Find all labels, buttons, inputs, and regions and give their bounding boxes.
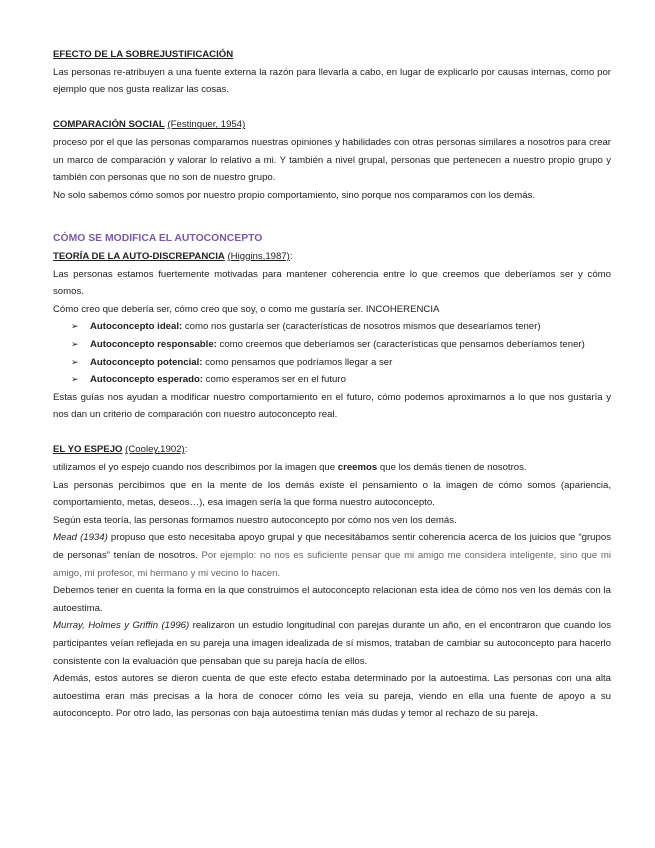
paragraph: proceso por el que las personas comparamos nuestras opiniones y habilidades con otras personas similares a nosotros para crear un marco de comparación y valorar lo relativo a mi. Y también a nivel grupal, personas que pertenecen a nuestro propio grupo y también con personas que no son de nuestro grupo. [53,136,611,184]
section-heading-sobrejustificacion: EFECTO DE LA SOBREJUSTIFICACIÓN [53,49,234,60]
paragraph: Murray, Holmes y Griffin (1996) realizaron un estudio longitudinal con parejas durante un año, en el encontraron que cuando los participantes veían reflejada en su pareja una imagen idealizada de sí mismos, trataban de cambiar su autoconcepto para hacerlo consistente con la evaluación que pensaban que su pareja hacía de ellos. [53,620,611,667]
list-item: ➢ Autoconcepto esperado: como esperamos ser en el futuro [90,371,611,389]
section-heading-comparacion-social: COMPARACIÓN SOCIAL (Festinguer, 1954) [53,119,246,131]
paragraph: Según esta teoría, las personas formamos nuestro autoconcepto por cómo nos ven los demás. [53,514,457,526]
arrow-bullet-icon: ➢ [71,321,79,332]
section-title-autoconcepto: CÓMO SE MODIFICA EL AUTOCONCEPTO [53,233,263,245]
paragraph: Además, estos autores se dieron cuenta de que este efecto estaba determinado por la autoestima. Las personas con una alta autoestima eran más precisas a la hora de conocer cómo les veía su pareja, viendo en ella una fuente de apoyo a su autoconcepto. Por otro lado, las personas con baja autoestima tenían más dudas y temor al rechazo de su pareja. [53,673,611,720]
paragraph: Debemos tener en cuenta la forma en la que construimos el autoconcepto relacionan esta idea de cómo nos ven los demás con la autoestima. [53,585,611,614]
list-item: ➢ Autoconcepto responsable: como creemos que deberíamos ser (características que pensamos deberíamos tener) [90,336,611,354]
section-heading-yo-espejo: EL YO ESPEJO (Cooley,1902): [53,444,188,456]
paragraph: Estas guías nos ayudan a modificar nuestro comportamiento en el futuro, cómo podemos aproximarnos a lo que nos gustaría y nos dan un criterio de comparación con nuestro autoconcepto real. [53,391,611,421]
section-heading-auto-discrepancia: TEORÍA DE LA AUTO-DISCREPANCIA (Higgins,1987): [53,250,293,262]
example-text: Por ejemplo: no nos es suficiente pensar que mi amigo me considera inteligente, sino que mi amigo, mi profesor, mi hermano y mi vecino lo hacen. [53,550,611,579]
paragraph: Las personas percibimos que en la mente de los demás existe el pensamiento o la imagen de cómo somos (apariencia, comportamiento, metas, deseos…), esa imagen sería la que forma nuestro autoconcepto. [53,479,611,509]
paragraph: No solo sabemos cómo somos por nuestro propio comportamiento, sino porque nos comparamos con los demás. [53,189,536,201]
list-item: ➢ Autoconcepto potencial: como pensamos que podríamos llegar a ser [90,354,611,372]
citation: (Cooley,1902) [125,444,185,456]
paragraph: Cómo creo que debería ser, cómo creo que soy, o como me gustaría ser. INCOHERENCIA [53,303,440,315]
autoconcepto-list [53,318,611,388]
arrow-bullet-icon: ➢ [71,356,79,367]
list-item: ➢ Autoconcepto ideal: como nos gustaría ser (características de nosotros mismos que desearíamos tener) [90,318,611,336]
document-page [53,46,611,723]
paragraph: utilizamos el yo espejo cuando nos describimos por la imagen que creemos que los demás tienen de nosotros. [53,462,527,474]
paragraph: Mead (1934) propuso que esto necesitaba apoyo grupal y que necesitábamos sentir coherencia acerca de los juicios que “grupos de personas” tenían de nosotros. Por ejemplo: no nos es suficiente pensar que mi amigo me considera inteligente, sino que mi amigo, mi profesor, mi hermano y mi vecino lo hacen. [53,532,611,579]
citation: (Festinguer, 1954) [167,119,246,131]
citation: (Higgins,1987) [227,250,290,262]
arrow-bullet-icon: ➢ [71,374,79,385]
paragraph: Las personas re-atribuyen a una fuente externa la razón para llevarla a cabo, en lugar de explicarlo por causas internas, como por ejemplo que nos gusta realizar las cosas. [53,66,611,96]
arrow-bullet-icon: ➢ [71,338,79,349]
paragraph: Las personas estamos fuertemente motivadas para mantener coherencia entre lo que creemos que deberíamos ser y cómo somos. [53,268,611,298]
